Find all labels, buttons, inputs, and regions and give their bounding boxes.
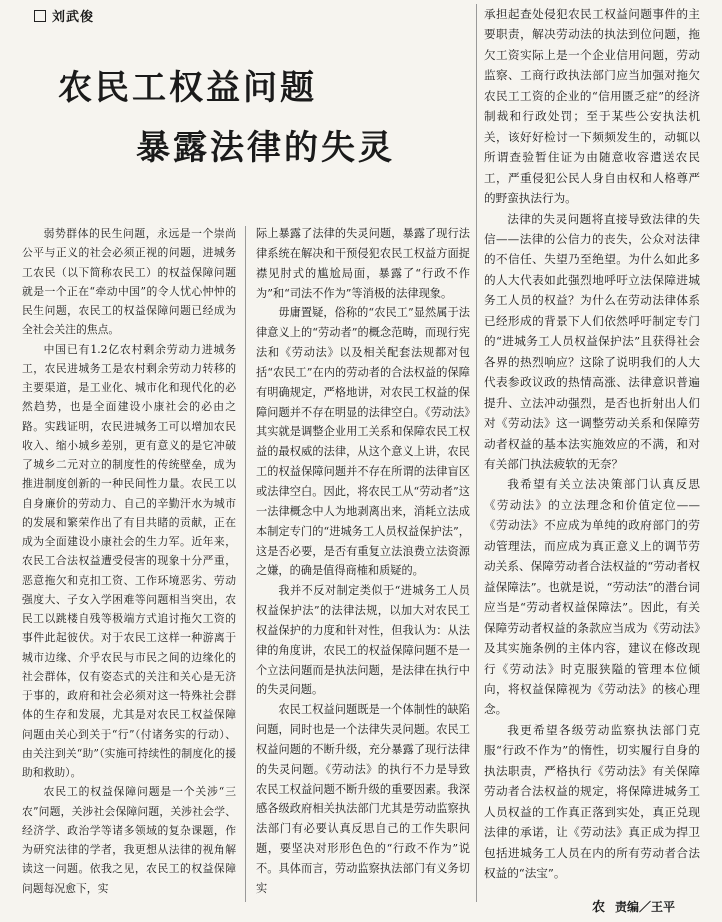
editor-name: 责编／王平 — [615, 900, 676, 914]
column-3 — [484, 4, 700, 883]
section-mark: 农 — [592, 900, 606, 915]
column-divider — [476, 4, 477, 902]
headline-line-1: 农民工权益问题 — [58, 68, 317, 108]
author-name: 刘武俊 — [52, 10, 95, 25]
paragraph: 我并不反对制定类似于“进城务工人员权益保护法”的法律法规，以加大对农民工权益保护的力度和针对性，但我认为：从法律的角度讲，农民工的权益保障问题不是一个立法问题而是执法问题，是法律在执行中的失灵问题。 — [256, 584, 470, 697]
square-bullet-icon — [34, 10, 46, 22]
paragraph: 弱势群体的民生问题，永远是一个崇尚公平与正义的社会必须正视的问题，进城务工农民（以下简称农民工）的权益保障问题就是一个正在“牵动中国”的令人忧心忡忡的民生问题，农民工的权益保障问题已经成为全社会关注的焦点。 — [22, 227, 236, 337]
paragraph: 农民工权益问题既是一个体制性的缺陷问题，同时也是一个法律失灵问题。农民工权益问题的不断升级，充分暴露了现行法律的失灵问题。《劳动法》的执行不力是导致农民工权益问题不断升级的重要因素。我深感各级政府相关执法部门尤其是劳动监察执法部门有必要认真反思自己的工作失职问题，要坚决对形形色色的“行政不作为”说不。具体而言，劳动监察执法部门有义务切实 — [256, 703, 470, 895]
paragraph: 毋庸置疑，俗称的“农民工”显然属于法律意义上的“劳动者”的概念范畴，而现行宪法和《劳动法》以及相关配套法规都对包括“农民工”在内的劳动者的合法权益的保障有明确规定，严格地讲，对农民工权益的保障问题并不存在明显的法律空白。《劳动法》其实就是调整企业用工关系和保障农民工权益的最权威的法律，从这个意义上讲，农民工的权益保障问题并不存在所谓的法律盲区或法律空白。因此，将农民工从“劳动者”这一法律概念中人为地剥离出来，消耗立法成本制定专门的“进城务工人员权益保护法”，这是否必要，是否有重复立法浪费立法资源之嫌，的确是值得商榷和质疑的。 — [256, 306, 470, 578]
paragraph: 我希望有关立法决策部门认真反思《劳动法》的立法理念和价值定位——《劳动法》不应成为单纯的政府部门的劳动管理法，而应成为真正意义上的调节劳动关系、保障劳动者合法权益的“劳动者权益保障法”。也就是说，“劳动法”的潜台词应当是“劳动者权益保障法”。因此，有关保障劳动者权益的条款应当成为《劳动法》及其实施条例的主体内容，建议在修改现行《劳动法》时克服狭隘的管理本位倾向，将权益保障视为《劳动法》的核心理念。 — [484, 477, 700, 717]
byline — [34, 6, 94, 25]
paragraph: 际上暴露了法律的失灵问题，暴露了现行法律系统在解决和干预侵犯农民工权益方面捉襟见肘式的尴尬局面，暴露了“行政不作为”和“司法不作为”等消极的法律现象。 — [256, 227, 470, 300]
paragraph: 中国已有1.2亿农村剩余劳动力进城务工，农民进城务工是农村剩余劳动力转移的主要渠道，是工业化、城市化和现代化的必然趋势，也是全面建设小康社会的必由之路。实践证明，农民进城务工可以增加农民收入、缩小城乡差别，更有意义的是它冲破了城乡二元对立的制度性的传统壁垒，成为推进制度创新的一种民间性力量。农民工以自身廉价的劳动力、自己的辛勤汗水为城市的发展和繁荣作出了有目共睹的贡献，正在成为全面建设小康社会的生力军。近年来，农民工合法权益遭受侵害的现象十分严重，恶意拖欠和克扣工资、工作环境恶劣、劳动强度大、子女入学困难等问题相当突出，农民工以跳楼自残等极端方式追讨拖欠工资的事件此起彼伏。对于农民工这样一种游离于城市边缘、介乎农民与市民之间的边缘化的社会群体，仅有姿态式的关注和关心是无济于事的，政府和社会必须对这一特殊社会群体的生存和发展，尤其是对农民工权益保障问题由关心到关于“行”（付诸务实的行动）、由关注到关“助”（实施可持续性的制度化的援助和救助）。 — [22, 342, 236, 779]
paragraph: 我更希望各级劳动监察执法部门克服“行政不作为”的惰性，切实履行自身的执法职责，严格执行《劳动法》有关保障劳动者合法权益的规定，将保障进城务工人员权益的工作真正落到实处，真正兑现法律的承诺，让《劳动法》真正成为捍卫包括进城务工人员在内的所有劳动者合法权益的“法宝”。 — [484, 722, 700, 881]
paragraph: 法律的失灵问题将直接导致法律的失信——法律的公信力的丧失，公众对法律的不信任、失望乃至绝望。为什么如此多的人大代表如此强烈地呼吁立法保障进城务工人员的权益？为什么在劳动法律体系已经形成的背景下人们依然呼吁制定专门的“进城务工人员权益保护法”且获得社会各界的热烈响应？这除了说明我们的人大代表参政议政的热情高涨、法律意识普遍提升、立法冲动强烈，是否也折射出人们对《劳动法》这一调整劳动关系和保障劳动者权益的基本法实施效应的不满，和对有关部门执法疲软的无奈？ — [484, 211, 700, 471]
headline-line-2: 暴露法律的失灵 — [136, 128, 395, 168]
column-1 — [22, 224, 236, 898]
column-divider — [245, 226, 246, 902]
editor-credit — [592, 896, 675, 915]
paragraph: 农民工的权益保障问题是一个关涉“三农”问题，关涉社会保障问题，关涉社会学、经济学、政治学等诸多领域的复杂课题，作为研究法律的学者，我更想从法律的视角解读这一问题。依我之见，农民工的权益保障问题每况愈下，实 — [22, 785, 236, 895]
paragraph: 承担起查处侵犯农民工权益问题事件的主要职责，解决劳动法的执法到位问题，拖欠工资实际上是一个企业信用问题，劳动监察、工商行政执法部门应当加强对拖欠农民工工资的企业的“信用匮乏症”的经济制裁和行政处罚；至于某些公安执法机关，该好好检讨一下频频发生的，动辄以所谓查验暂住证为由随意收容遣送农民工，严重侵犯公民人身自由权和人格尊严的野蛮执法行为。 — [484, 7, 700, 206]
column-2 — [256, 224, 470, 899]
